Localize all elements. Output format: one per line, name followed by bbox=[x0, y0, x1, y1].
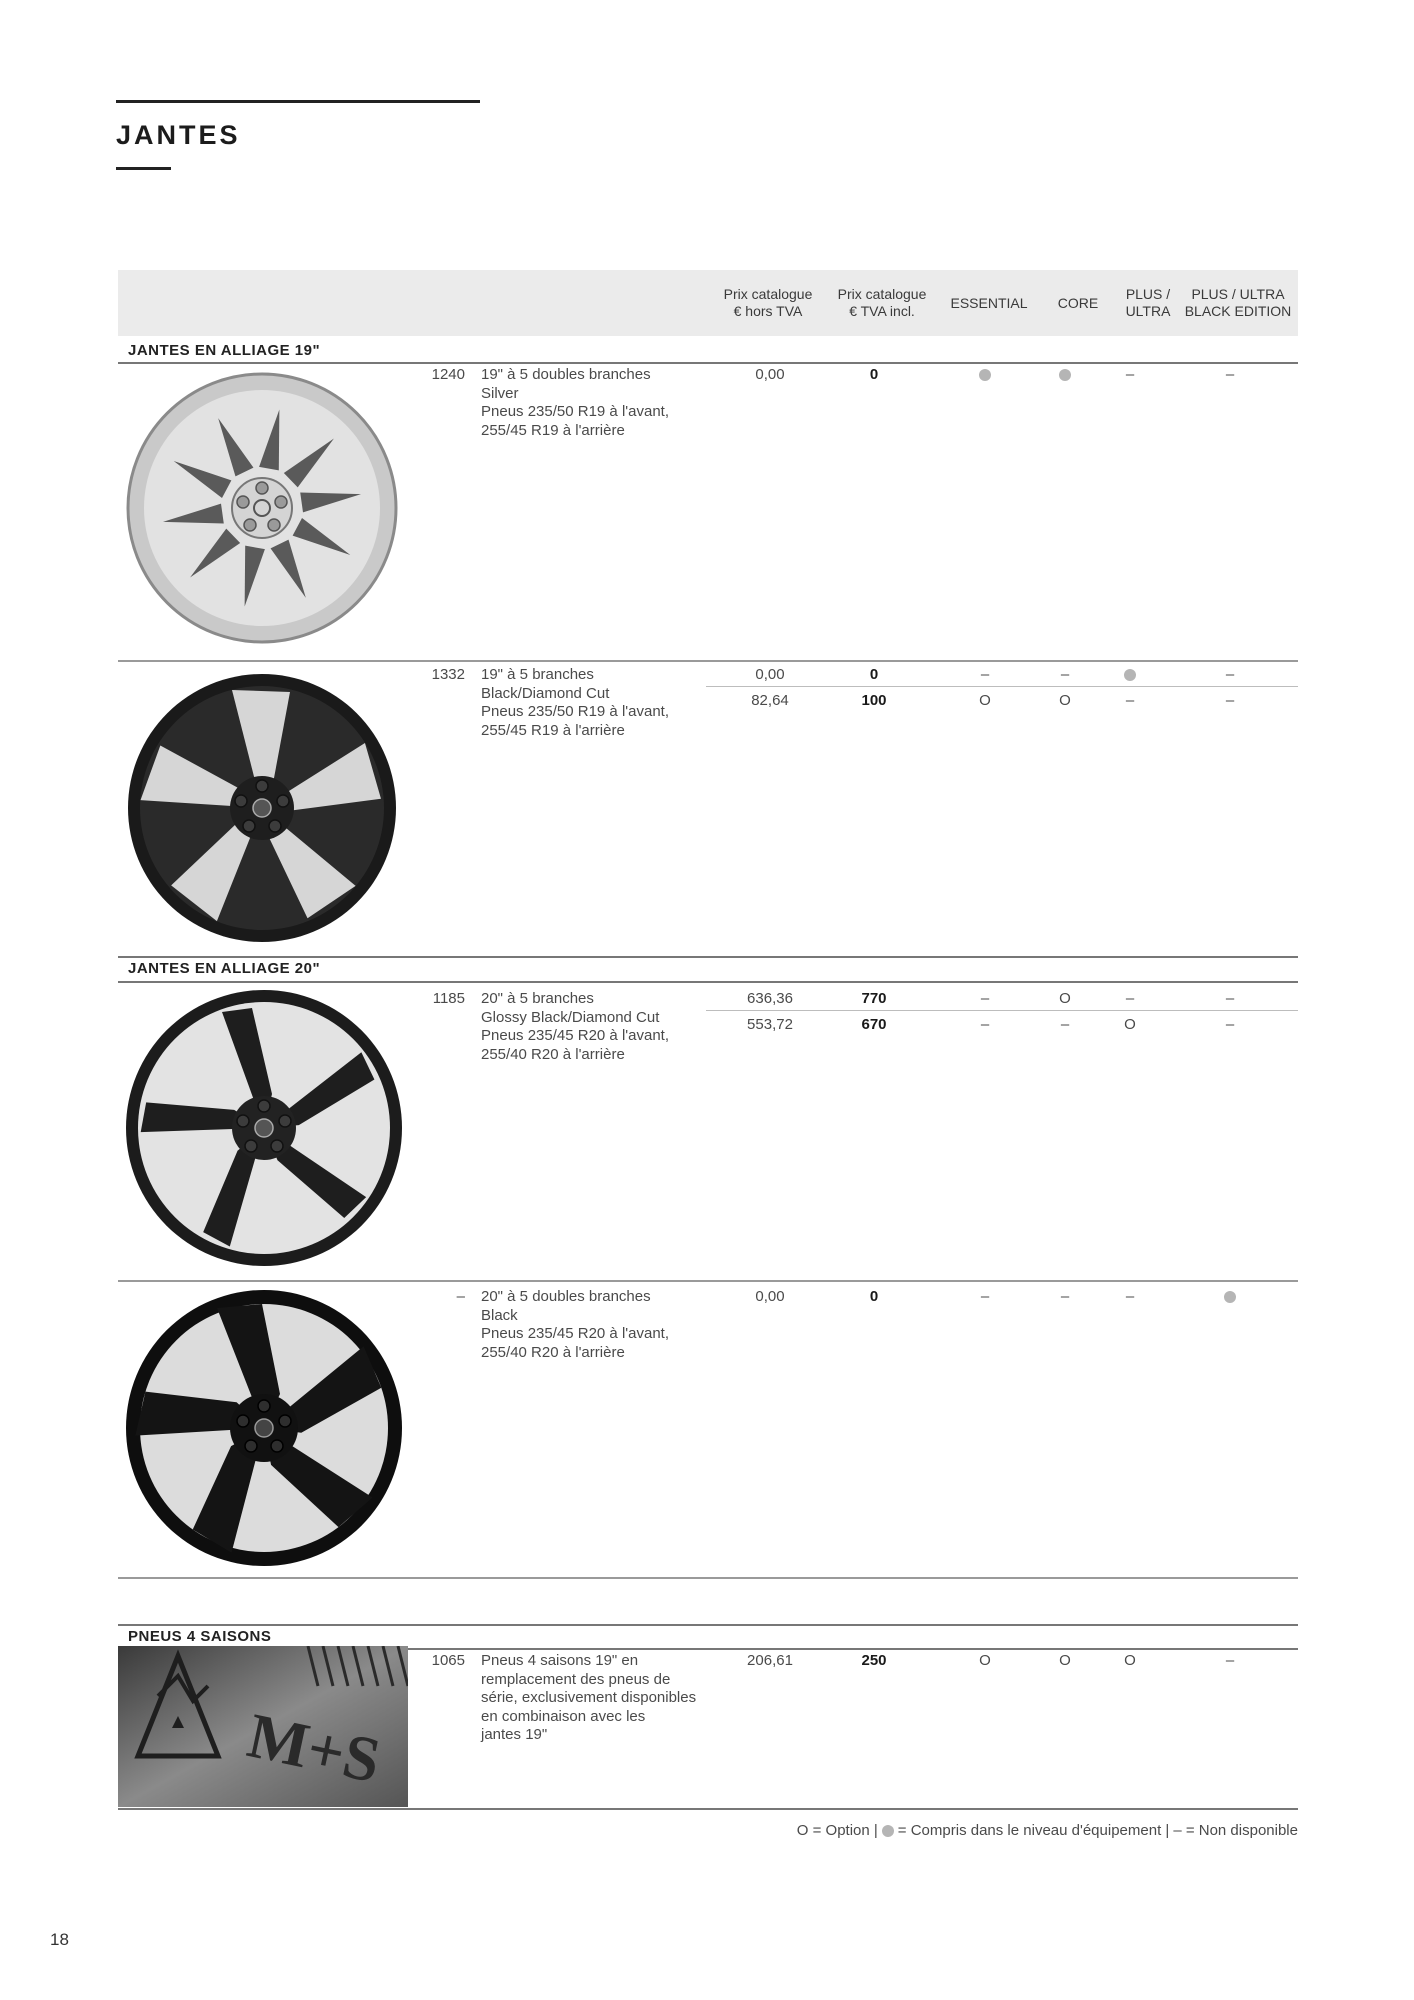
core-availability: – bbox=[1060, 666, 1070, 683]
core-availability: – bbox=[1060, 1288, 1070, 1305]
table-header bbox=[118, 270, 1298, 336]
black-edition-availability: – bbox=[1225, 990, 1235, 1007]
essential-availability: – bbox=[980, 666, 990, 683]
black-edition-availability: – bbox=[1225, 692, 1235, 709]
plus-ultra-availability: O bbox=[1124, 1652, 1136, 1669]
product-code: 1240 bbox=[431, 366, 465, 383]
section-title: JANTES EN ALLIAGE 19" bbox=[128, 342, 321, 359]
essential-availability: – bbox=[980, 990, 990, 1007]
header-plus-ultra: PLUS / ULTRA bbox=[1125, 286, 1171, 319]
product-description: 20" à 5 branches Glossy Black/Diamond Cut Pneus 235/45 R20 à l'avant, 255/40 R20 à l'arrière bbox=[481, 990, 669, 1063]
page-title: JANTES bbox=[116, 120, 241, 150]
section-divider bbox=[118, 956, 1298, 958]
header-essential: ESSENTIAL bbox=[950, 294, 1028, 311]
legend-option: O = Option | bbox=[796, 1822, 878, 1839]
legend-unavailable: – = Non disponible bbox=[1173, 1822, 1298, 1839]
price-incl: 670 bbox=[861, 1016, 887, 1033]
price-excl: 82,64 bbox=[751, 692, 789, 709]
product-code: 1185 bbox=[432, 990, 465, 1007]
product-description: Pneus 4 saisons 19" en remplacement des pneus de série, exclusivement disponibles en combinaison avec les jantes 19" bbox=[481, 1652, 697, 1743]
section-divider bbox=[118, 1624, 1298, 1626]
essential-availability: O bbox=[979, 1652, 991, 1669]
wheel-image-glossy-black-diamond-cut bbox=[122, 986, 407, 1271]
page-number: 18 bbox=[50, 1930, 69, 1949]
price-incl: 0 bbox=[869, 1288, 879, 1305]
legend-included-icon bbox=[882, 1825, 894, 1837]
title-underline bbox=[116, 167, 171, 170]
wheel-image-black bbox=[122, 1286, 407, 1571]
price-excl: 553,72 bbox=[747, 1016, 793, 1033]
core-availability: – bbox=[1060, 1016, 1070, 1033]
plus-ultra-included-icon bbox=[1100, 666, 1160, 683]
product-code: – bbox=[456, 1288, 465, 1305]
price-incl: 770 bbox=[861, 990, 887, 1007]
core-included-icon bbox=[1035, 366, 1095, 383]
plus-ultra-availability: – bbox=[1125, 990, 1135, 1007]
section-title: JANTES EN ALLIAGE 20" bbox=[128, 960, 321, 977]
price-incl: 250 bbox=[861, 1652, 887, 1669]
product-code: 1065 bbox=[431, 1652, 465, 1669]
black-edition-included-icon bbox=[1200, 1288, 1260, 1305]
essential-availability: – bbox=[980, 1288, 990, 1305]
header-core: CORE bbox=[1057, 294, 1099, 311]
row-divider bbox=[118, 1577, 1298, 1579]
core-availability: O bbox=[1059, 692, 1071, 709]
essential-availability: – bbox=[980, 1016, 990, 1033]
plus-ultra-availability: – bbox=[1125, 692, 1135, 709]
black-edition-availability: – bbox=[1225, 366, 1235, 383]
essential-included-icon bbox=[955, 366, 1015, 383]
tire-image-all-season bbox=[118, 1646, 408, 1807]
table-bottom-rule bbox=[118, 1808, 1298, 1810]
black-edition-availability: – bbox=[1225, 666, 1235, 683]
black-edition-availability: – bbox=[1225, 1652, 1235, 1669]
price-line-divider bbox=[706, 686, 1298, 687]
price-incl: 100 bbox=[861, 692, 887, 709]
plus-ultra-availability: – bbox=[1125, 1288, 1135, 1305]
product-description: 20" à 5 doubles branches Black Pneus 235/45 R20 à l'avant, 255/40 R20 à l'arrière bbox=[481, 1288, 669, 1361]
top-rule bbox=[116, 100, 480, 103]
row-divider bbox=[118, 660, 1298, 662]
price-line-divider bbox=[706, 1010, 1298, 1011]
price-excl: 636,36 bbox=[747, 990, 793, 1007]
price-excl: 0,00 bbox=[755, 366, 785, 383]
wheel-image-silver bbox=[122, 368, 402, 648]
ms-marking: M+S bbox=[242, 1699, 387, 1797]
price-incl: 0 bbox=[869, 366, 879, 383]
plus-ultra-availability: – bbox=[1125, 366, 1135, 383]
price-excl: 0,00 bbox=[755, 1288, 785, 1305]
black-edition-availability: – bbox=[1225, 1016, 1235, 1033]
core-availability: O bbox=[1059, 1652, 1071, 1669]
header-black-edition: PLUS / ULTRA BLACK EDITION bbox=[1184, 286, 1292, 319]
wheel-image-black-diamond-cut bbox=[122, 668, 402, 948]
core-availability: O bbox=[1059, 990, 1071, 1007]
plus-ultra-availability: O bbox=[1124, 1016, 1136, 1033]
product-description: 19" à 5 branches Black/Diamond Cut Pneus 235/50 R19 à l'avant, 255/45 R19 à l'arrière bbox=[481, 666, 669, 739]
price-excl: 206,61 bbox=[747, 1652, 793, 1669]
header-price-excl: Prix catalogue € hors TVA bbox=[723, 286, 813, 319]
section-divider bbox=[118, 362, 1298, 364]
product-description: 19" à 5 doubles branches Silver Pneus 235/50 R19 à l'avant, 255/45 R19 à l'arrière bbox=[481, 366, 669, 439]
product-code: 1332 bbox=[431, 666, 465, 683]
header-price-incl: Prix catalogue € TVA incl. bbox=[837, 286, 927, 319]
legend bbox=[797, 1822, 1298, 1839]
row-divider bbox=[118, 1280, 1298, 1282]
legend-included: = Compris dans le niveau d'équipement | bbox=[897, 1822, 1170, 1839]
section-divider bbox=[118, 981, 1298, 983]
price-incl: 0 bbox=[869, 666, 879, 683]
price-excl: 0,00 bbox=[755, 666, 785, 683]
essential-availability: O bbox=[979, 692, 991, 709]
section-title: PNEUS 4 SAISONS bbox=[128, 1628, 272, 1645]
